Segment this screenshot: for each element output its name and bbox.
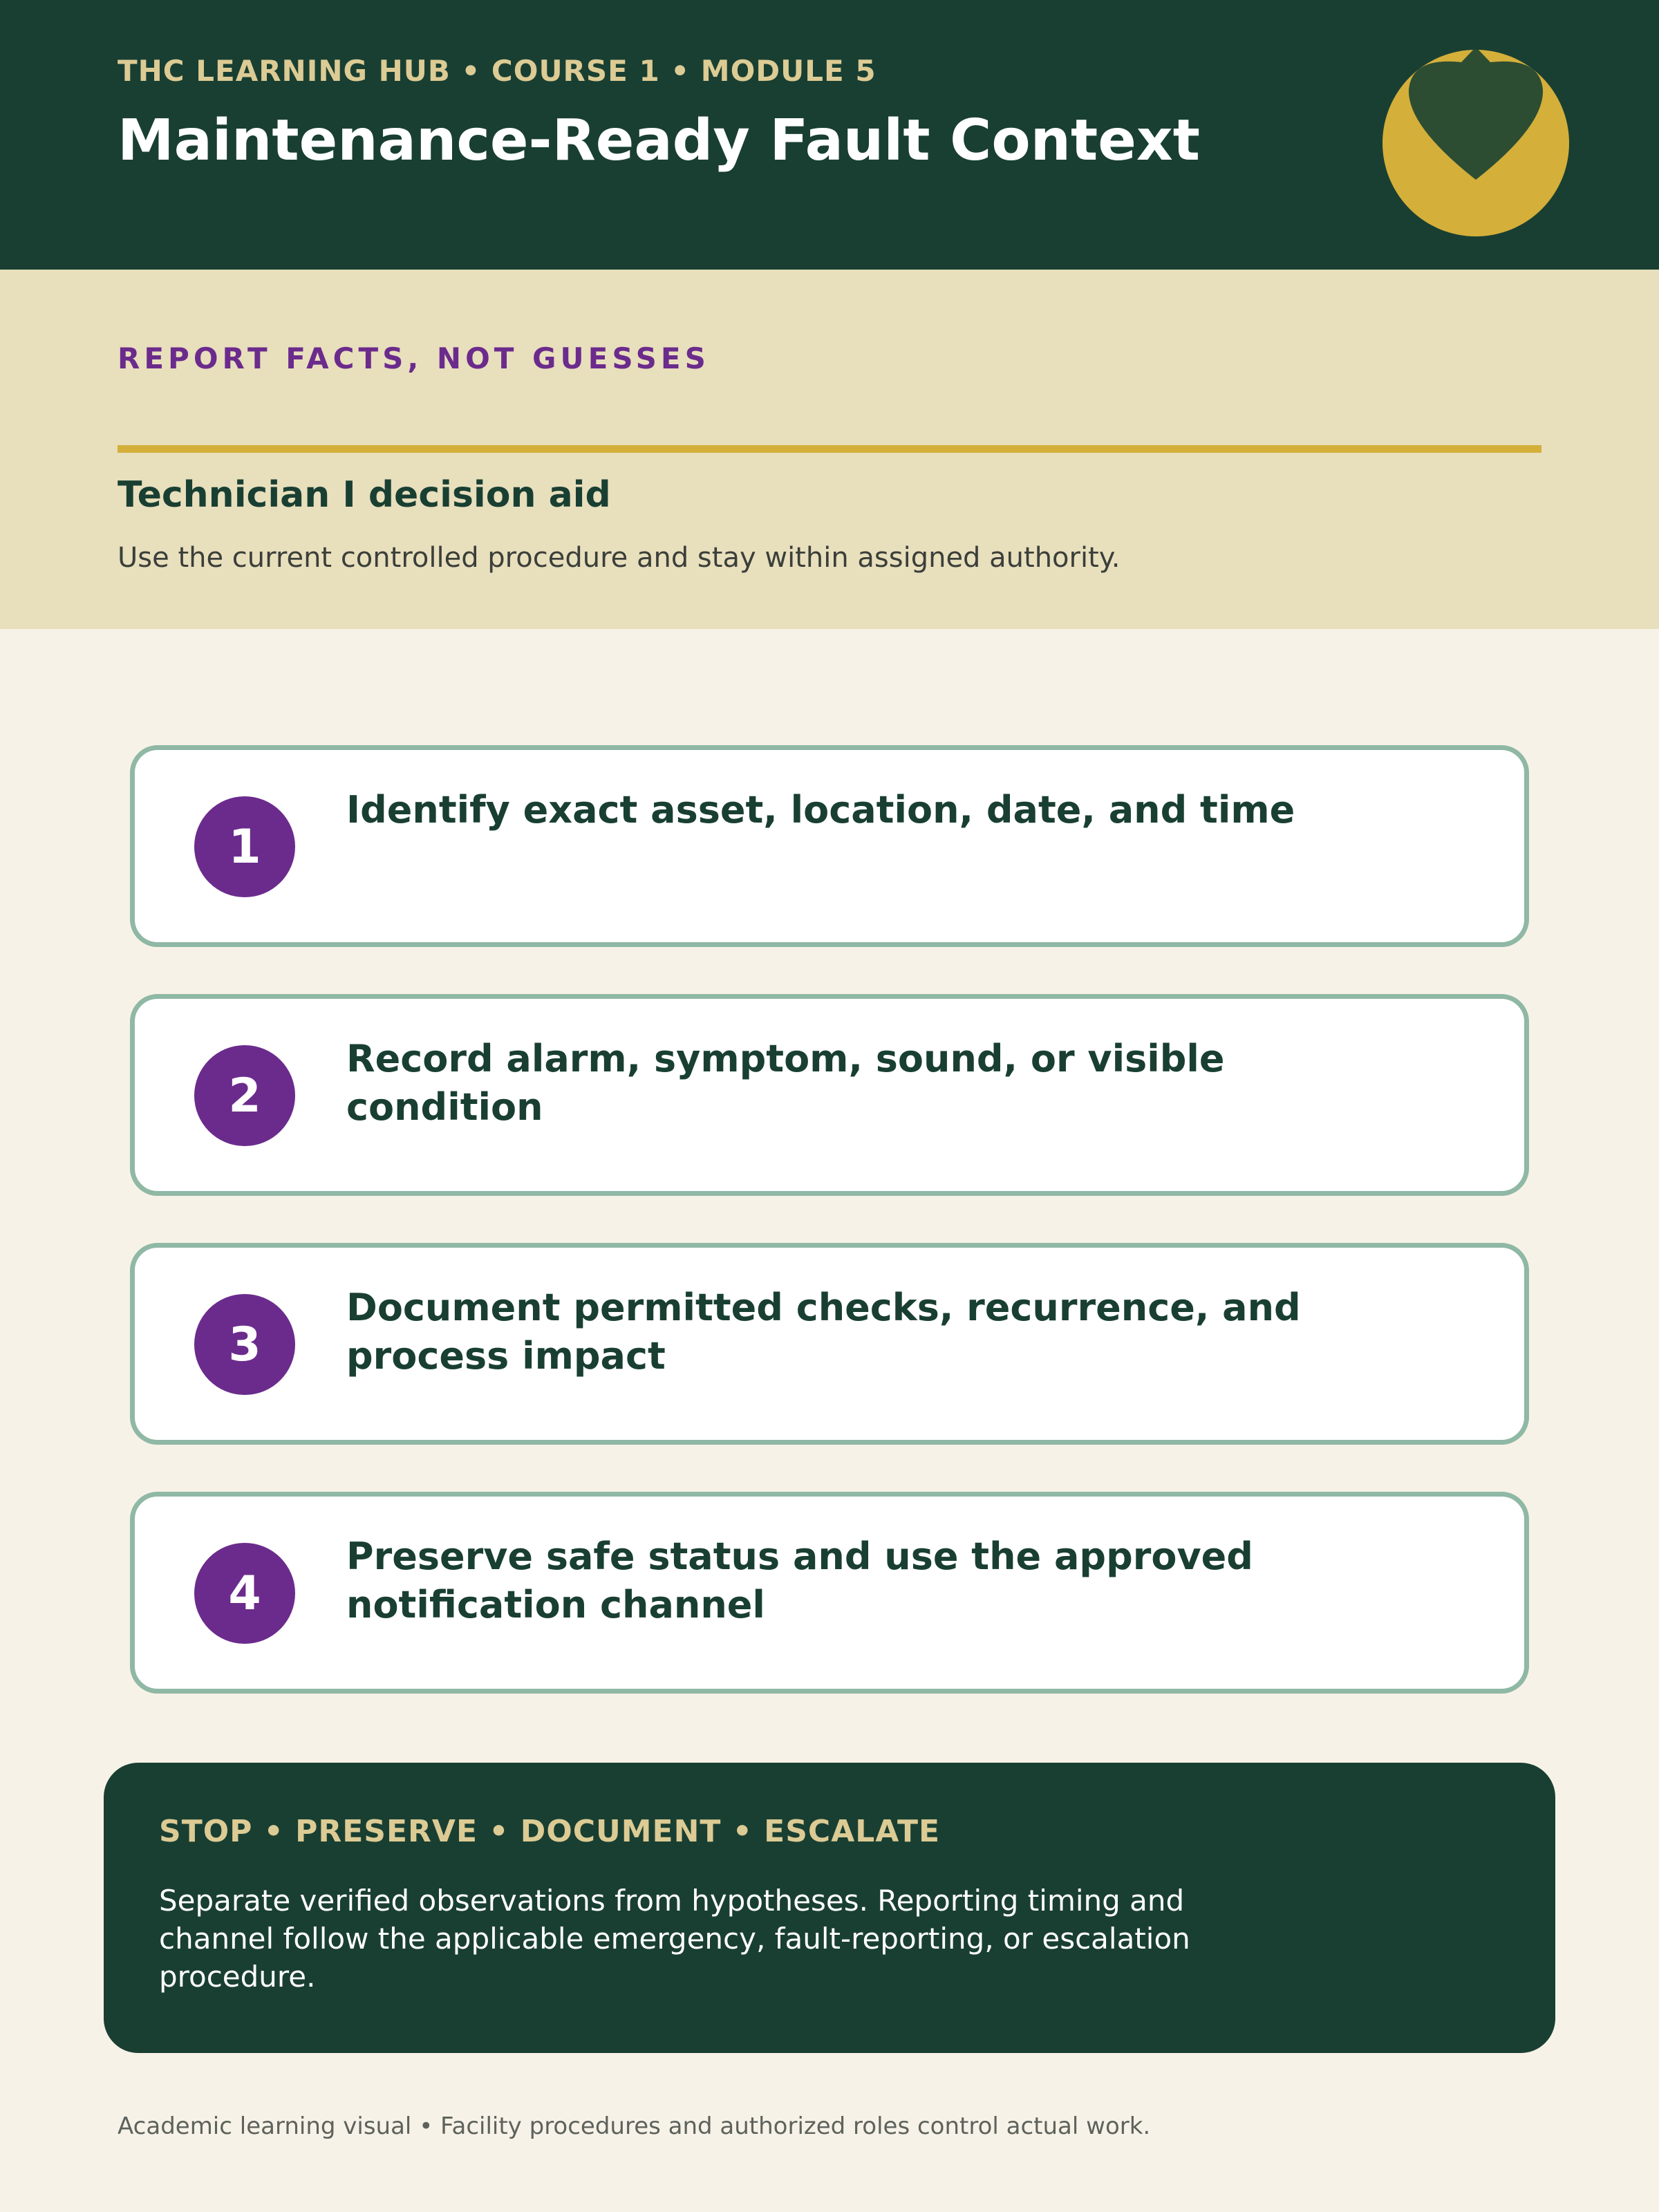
- step-card-1: [130, 745, 1529, 947]
- step-text: Document permitted checks, recurrence, and process impact: [346, 1286, 1301, 1378]
- divider: [118, 445, 1541, 453]
- leaf-drop-emblem-icon: [1382, 50, 1569, 236]
- callout-heading: STOP • PRESERVE • DOCUMENT • ESCALATE: [159, 1814, 941, 1849]
- step-card-3: [130, 1243, 1529, 1445]
- page-title: Maintenance-Ready Fault Context: [118, 108, 1200, 174]
- step-number-badge: 1: [194, 796, 295, 897]
- step-text: Preserve safe status and use the approved notification channel: [346, 1535, 1253, 1627]
- step-text: Identify exact asset, location, date, and time: [346, 788, 1295, 832]
- escalation-callout: [104, 1763, 1555, 2053]
- step-card-4: [130, 1492, 1529, 1694]
- callout-text: Separate verified observations from hypotheses. Reporting timing and channel follow the applicable emergency, fault-reporting, or escalation procedure.: [159, 1884, 1190, 1994]
- intro-section: [0, 270, 1659, 629]
- step-text: Record alarm, symptom, sound, or visible condition: [346, 1037, 1225, 1129]
- section-kicker: REPORT FACTS, NOT GUESSES: [118, 341, 710, 375]
- section-description: Use the current controlled procedure and stay within assigned authority.: [118, 542, 1121, 574]
- breadcrumb: THC LEARNING HUB • COURSE 1 • MODULE 5: [118, 54, 877, 88]
- footer-note: Academic learning visual • Facility procedures and authorized roles control actual work.: [118, 2112, 1151, 2140]
- header-banner: [0, 0, 1659, 270]
- step-number-badge: 4: [194, 1543, 295, 1644]
- step-number-badge: 2: [194, 1045, 295, 1146]
- step-card-2: [130, 994, 1529, 1196]
- section-title: Technician I decision aid: [118, 474, 611, 516]
- step-number-badge: 3: [194, 1294, 295, 1395]
